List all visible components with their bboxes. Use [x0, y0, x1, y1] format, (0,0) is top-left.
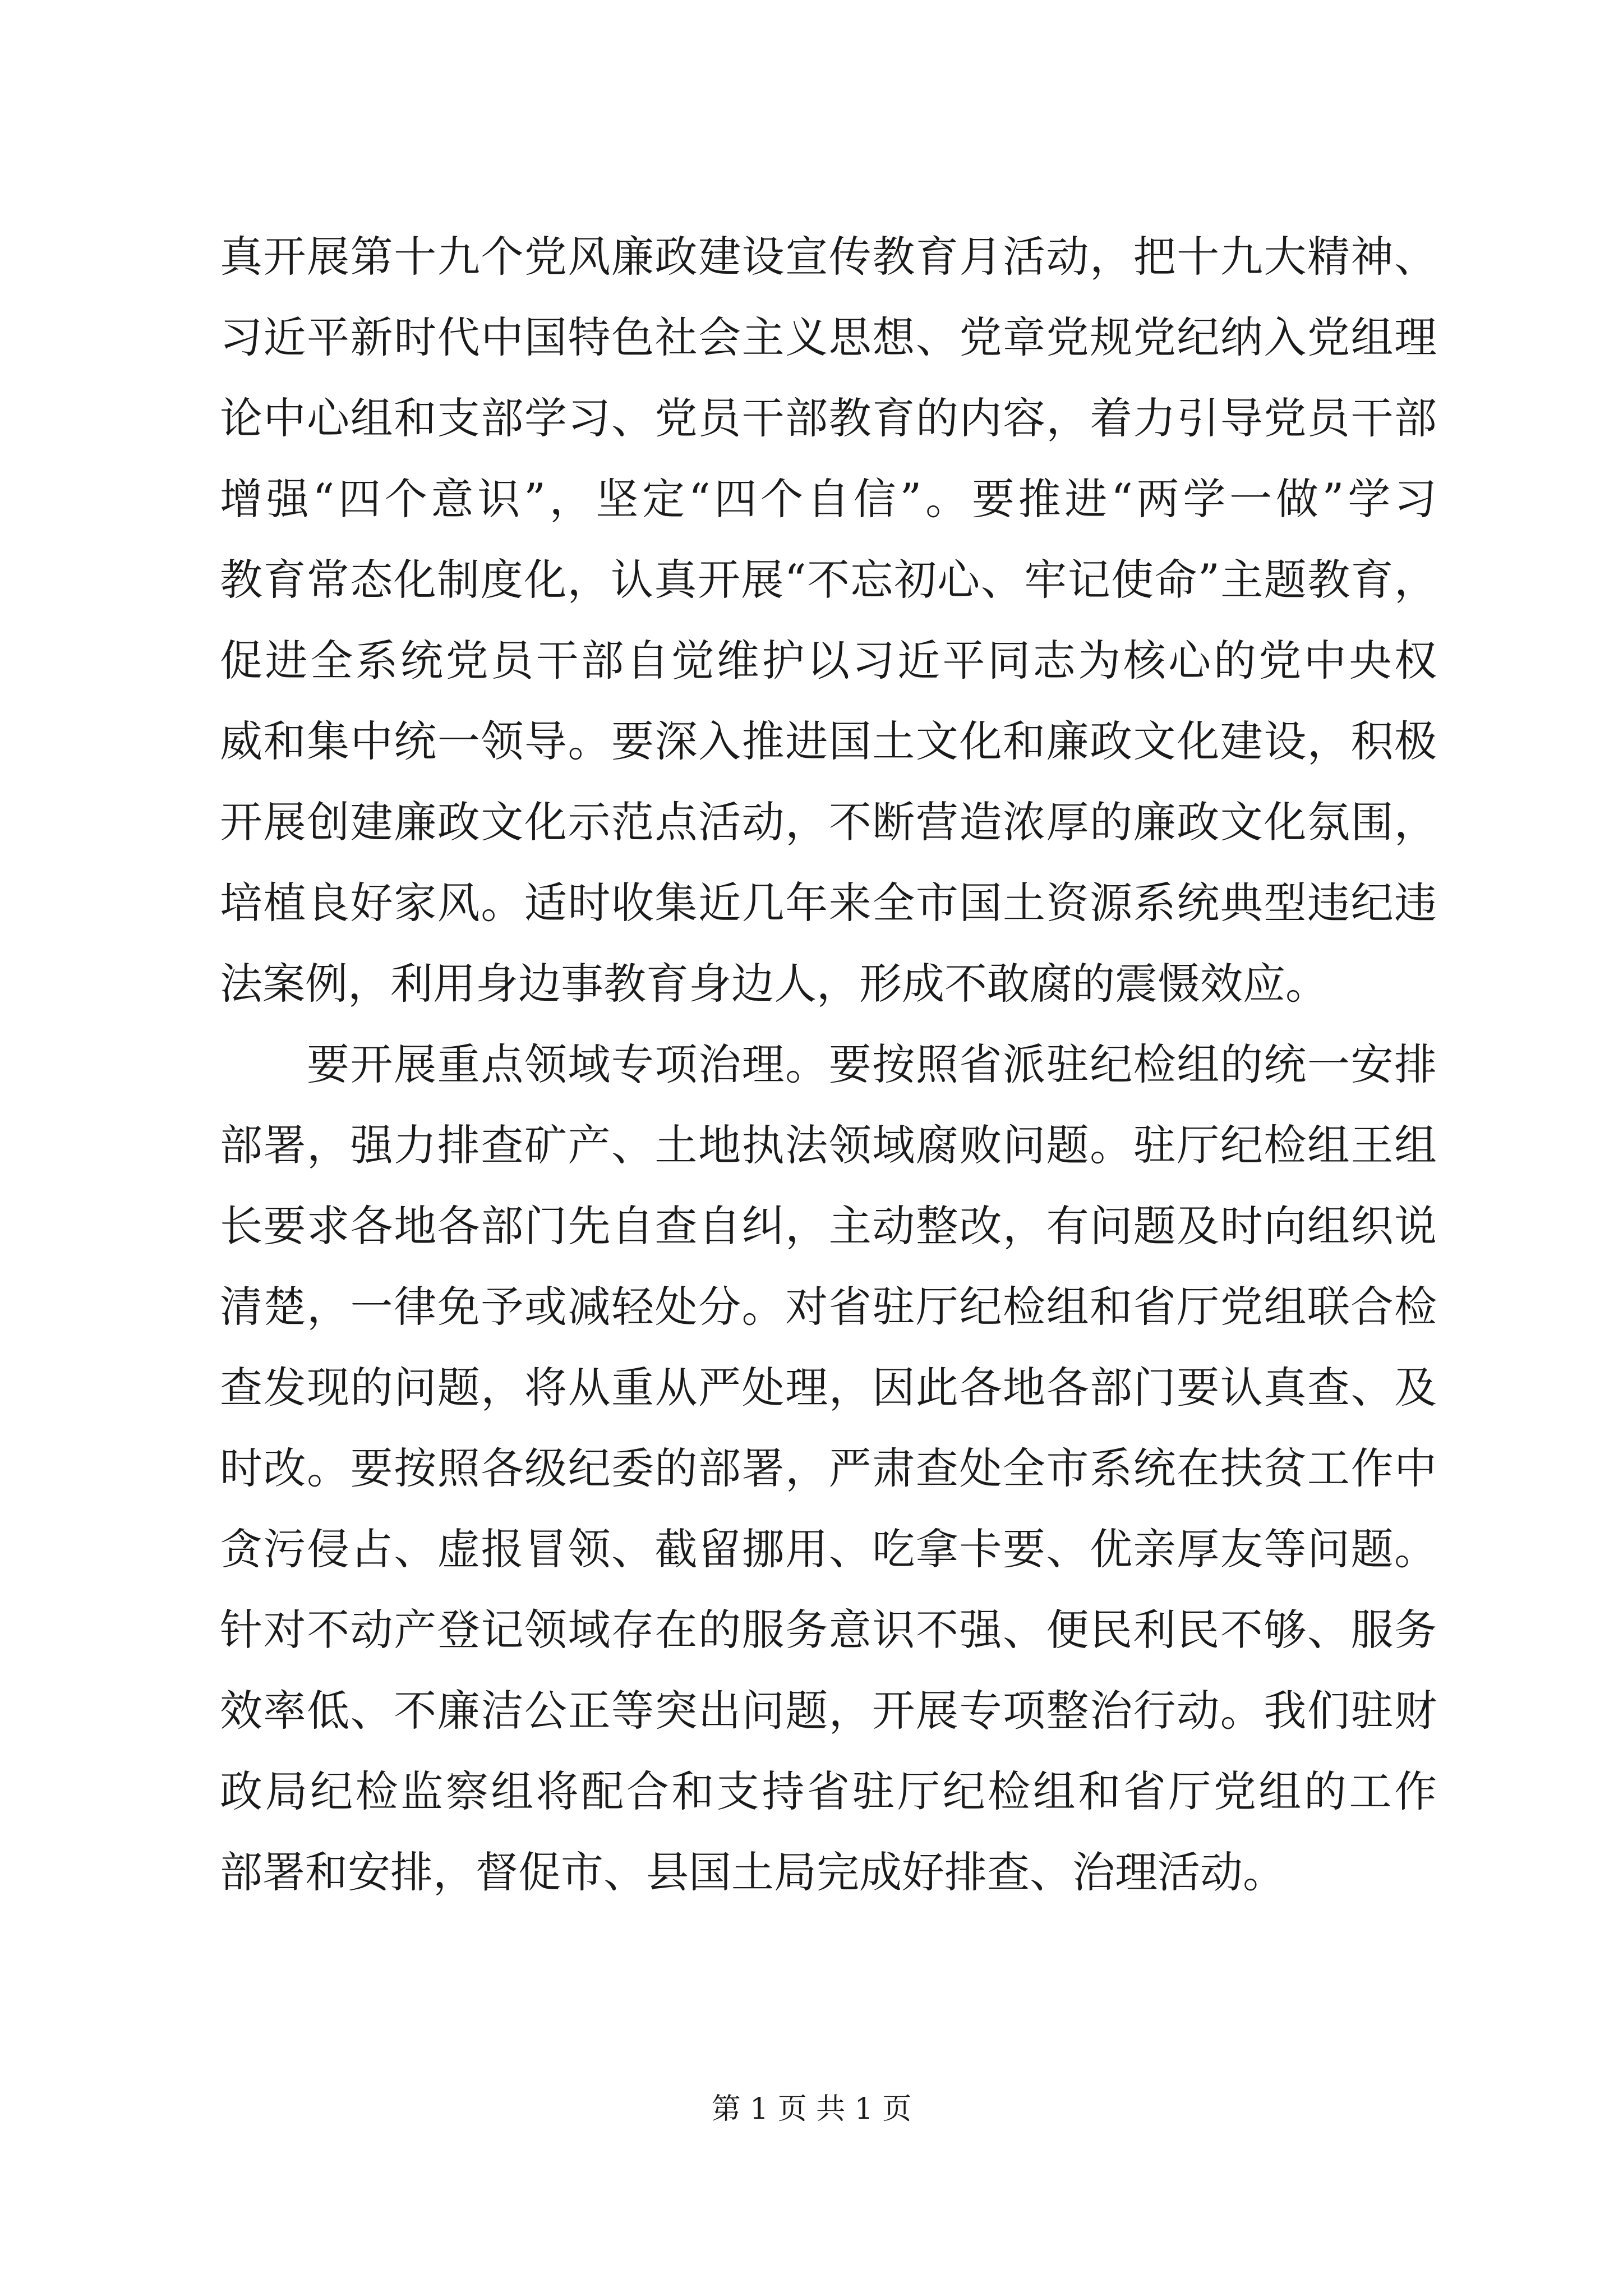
- text-line: 威和集中统一领导。要深入推进国土文化和廉政文化建设，积极: [220, 716, 1437, 766]
- text-line: 部署，强力排查矿产、土地执法领域腐败问题。驻厅纪检组王组: [220, 1120, 1437, 1170]
- text-line: 教育常态化制度化，认真开展“不忘初心、牢记使命”主题教育，: [220, 555, 1437, 605]
- text-line: 真开展第十九个党风廉政建设宣传教育月活动，把十九大精神、: [220, 232, 1437, 282]
- text-line: 针对不动产登记领域存在的服务意识不强、便民利民不够、服务: [220, 1605, 1437, 1655]
- text-line: 清楚，一律免予或减轻处分。对省驻厅纪检组和省厅党组联合检: [220, 1282, 1437, 1332]
- text-line: 法案例，利用身边事教育身边人，形成不敢腐的震慑效应。: [220, 959, 1328, 1009]
- text-line: 开展创建廉政文化示范点活动，不断营造浓厚的廉政文化氛围，: [220, 797, 1437, 847]
- page-number: 第 1 页 共 1 页: [711, 2092, 912, 2126]
- text-line: 时改。要按照各级纪委的部署，严肃查处全市系统在扶贫工作中: [220, 1443, 1437, 1493]
- text-line: 贪污侵占、虚报冒领、截留挪用、吃拿卡要、优亲厚友等问题。: [220, 1524, 1437, 1574]
- text-line: 促进全系统党员干部自觉维护以习近平同志为核心的党中央权: [220, 636, 1437, 685]
- text-line: 长要求各地各部门先自查自纠，主动整改，有问题及时向组织说: [220, 1201, 1437, 1251]
- paragraph-1: [220, 217, 1437, 1024]
- text-line: 习近平新时代中国特色社会主义思想、党章党规党纪纳入党组理: [220, 312, 1437, 362]
- text-line: 政局纪检监察组将配合和支持省驻厅纪检组和省厅党组的工作: [220, 1766, 1437, 1816]
- text-line: 部署和安排，督促市、县国土局完成好排查、治理活动。: [220, 1847, 1285, 1897]
- text-line: 增强“四个意识”，坚定“四个自信”。要推进“两学一做”学习: [220, 474, 1437, 524]
- text-line: 效率低、不廉洁公正等突出问题，开展专项整治行动。我们驻财: [220, 1686, 1437, 1736]
- paragraph-2: [220, 1024, 1437, 1913]
- text-line: 要开展重点领域专项治理。要按照省派驻纪检组的统一安排: [307, 1039, 1437, 1089]
- text-line: 培植良好家风。适时收集近几年来全市国土资源系统典型违纪违: [220, 878, 1437, 928]
- text-line: 论中心组和支部学习、党员干部教育的内容，着力引导党员干部: [220, 393, 1437, 443]
- text-line: 查发现的问题，将从重从严处理，因此各地各部门要认真查、及: [220, 1363, 1437, 1412]
- document-body: [220, 217, 1437, 1913]
- page-footer: [0, 2090, 1623, 2129]
